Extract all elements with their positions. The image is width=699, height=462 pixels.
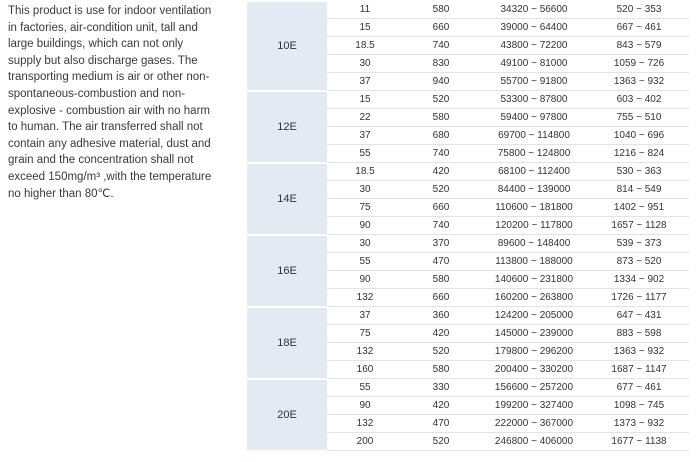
table-cell: 1363 ~ 932 [589, 343, 689, 361]
table-cell: 677 ~ 461 [589, 379, 689, 397]
table-cell: 132 [327, 343, 403, 361]
table-cell: 75 [327, 325, 403, 343]
table-cell: 660 [403, 19, 479, 37]
table-cell: 660 [403, 199, 479, 217]
table-cell: 39000 ~ 64400 [479, 19, 589, 37]
table-cell: 520 [403, 433, 479, 451]
table-cell: 580 [403, 361, 479, 379]
table-cell: 37 [327, 127, 403, 145]
table-cell: 1657 ~ 1128 [589, 217, 689, 235]
table-cell: 113800 ~ 188000 [479, 253, 589, 271]
description-line: grain and the concentration shall not [8, 154, 194, 167]
model-cell: 10E [247, 1, 327, 91]
table-cell: 90 [327, 397, 403, 415]
table-cell: 90 [327, 217, 403, 235]
table-cell: 1677 ~ 1138 [589, 433, 689, 451]
table-cell: 1216 ~ 824 [589, 145, 689, 163]
model-cell: 14E [247, 163, 327, 235]
description-line: This product is use for indoor ventilation [8, 5, 212, 17]
table-cell: 520 [403, 181, 479, 199]
table-row [247, 163, 689, 181]
table-cell: 755 ~ 510 [589, 109, 689, 127]
table-cell: 89600 ~ 148400 [479, 235, 589, 253]
table-cell: 55 [327, 379, 403, 397]
table-cell: 90 [327, 271, 403, 289]
table-cell: 420 [403, 163, 479, 181]
table-cell: 1726 ~ 1177 [589, 289, 689, 307]
model-cell: 16E [247, 235, 327, 307]
table-cell: 124200 ~ 205000 [479, 307, 589, 325]
table-cell: 199200 ~ 327400 [479, 397, 589, 415]
table-cell: 55 [327, 145, 403, 163]
table-cell: 539 ~ 373 [589, 235, 689, 253]
table-cell: 145000 ~ 239000 [479, 325, 589, 343]
table-cell: 603 ~ 402 [589, 91, 689, 109]
table-cell: 520 [403, 91, 479, 109]
table-cell: 520 [403, 343, 479, 361]
table-cell: 200400 ~ 330200 [479, 361, 589, 379]
product-description [8, 3, 216, 202]
table-cell: 580 [403, 1, 479, 19]
table-cell: 55700 ~ 91800 [479, 73, 589, 91]
table-cell: 1334 ~ 902 [589, 271, 689, 289]
table-row [247, 91, 689, 109]
table-cell: 132 [327, 289, 403, 307]
table-cell: 470 [403, 415, 479, 433]
table-cell: 200 [327, 433, 403, 451]
table-cell: 830 [403, 55, 479, 73]
table-cell: 370 [403, 235, 479, 253]
table-cell: 49100 ~ 81000 [479, 55, 589, 73]
table-cell: 843 ~ 579 [589, 37, 689, 55]
table-cell: 140600 ~ 231800 [479, 271, 589, 289]
description-line: spontaneous-combustion and non- [8, 87, 186, 100]
table-cell: 30 [327, 181, 403, 199]
table-cell: 420 [403, 325, 479, 343]
description-line: explosive - combustion air with no harm [8, 104, 210, 117]
table-cell: 34320 ~ 56600 [479, 1, 589, 19]
table-cell: 873 ~ 520 [589, 253, 689, 271]
table-cell: 179800 ~ 296200 [479, 343, 589, 361]
table-cell: 647 ~ 431 [589, 307, 689, 325]
description-line: supply but also discharge gases. The [8, 54, 198, 67]
table-cell: 1402 ~ 951 [589, 199, 689, 217]
table-cell: 75 [327, 199, 403, 217]
table-row [247, 307, 689, 325]
table-cell: 160200 ~ 263800 [479, 289, 589, 307]
table-cell: 75800 ~ 124800 [479, 145, 589, 163]
table-cell: 43800 ~ 72200 [479, 37, 589, 55]
table-cell: 68100 ~ 112400 [479, 163, 589, 181]
table-cell: 15 [327, 19, 403, 37]
table-row [247, 235, 689, 253]
table-cell: 160 [327, 361, 403, 379]
model-cell: 18E [247, 307, 327, 379]
table-cell: 156600 ~ 257200 [479, 379, 589, 397]
table-cell: 814 ~ 549 [589, 181, 689, 199]
table-cell: 11 [327, 1, 403, 19]
table-cell: 30 [327, 235, 403, 253]
table-cell: 18.5 [327, 37, 403, 55]
table-row [247, 379, 689, 397]
description-line: large buildings, which can not only [8, 38, 184, 51]
table-cell: 84400 ~ 139000 [479, 181, 589, 199]
table-cell: 37 [327, 73, 403, 91]
description-line: contain any adhesive material, dust and [8, 137, 211, 150]
model-cell: 20E [247, 379, 327, 451]
description-line: no higher than 80℃. [8, 187, 114, 200]
description-line: in factories, air-condition unit, tall and [8, 21, 198, 34]
table-cell: 246800 ~ 406000 [479, 433, 589, 451]
table-cell: 330 [403, 379, 479, 397]
table-cell: 883 ~ 598 [589, 325, 689, 343]
table-cell: 470 [403, 253, 479, 271]
table-cell: 940 [403, 73, 479, 91]
table-cell: 69700 ~ 114800 [479, 127, 589, 145]
table-cell: 132 [327, 415, 403, 433]
table-cell: 580 [403, 271, 479, 289]
table-cell: 55 [327, 253, 403, 271]
table-cell: 667 ~ 461 [589, 19, 689, 37]
table-cell: 360 [403, 307, 479, 325]
table-cell: 30 [327, 55, 403, 73]
table-cell: 15 [327, 91, 403, 109]
table-cell: 222000 ~ 367000 [479, 415, 589, 433]
table-cell: 680 [403, 127, 479, 145]
table-cell: 22 [327, 109, 403, 127]
spec-table [247, 0, 689, 451]
table-cell: 660 [403, 289, 479, 307]
table-cell: 1059 ~ 726 [589, 55, 689, 73]
spec-table-body [247, 1, 689, 451]
description-line: exceed 150mg/m³ ,with the temperature [8, 170, 212, 183]
table-cell: 1098 ~ 745 [589, 397, 689, 415]
table-cell: 580 [403, 109, 479, 127]
table-cell: 520 ~ 353 [589, 1, 689, 19]
description-line: transporting medium is air or other non- [8, 71, 210, 84]
table-cell: 1687 ~ 1147 [589, 361, 689, 379]
table-cell: 59400 ~ 97800 [479, 109, 589, 127]
table-cell: 420 [403, 397, 479, 415]
description-line: to human. The air transferred shall not [8, 121, 203, 134]
table-cell: 740 [403, 145, 479, 163]
table-cell: 740 [403, 37, 479, 55]
table-cell: 740 [403, 217, 479, 235]
table-cell: 53300 ~ 87800 [479, 91, 589, 109]
table-cell: 1363 ~ 932 [589, 73, 689, 91]
table-cell: 120200 ~ 117800 [479, 217, 589, 235]
table-cell: 1373 ~ 932 [589, 415, 689, 433]
model-cell: 12E [247, 91, 327, 163]
table-cell: 37 [327, 307, 403, 325]
table-cell: 18.5 [327, 163, 403, 181]
table-cell: 110600 ~ 181800 [479, 199, 589, 217]
table-cell: 530 ~ 363 [589, 163, 689, 181]
table-cell: 1040 ~ 696 [589, 127, 689, 145]
table-row [247, 1, 689, 19]
